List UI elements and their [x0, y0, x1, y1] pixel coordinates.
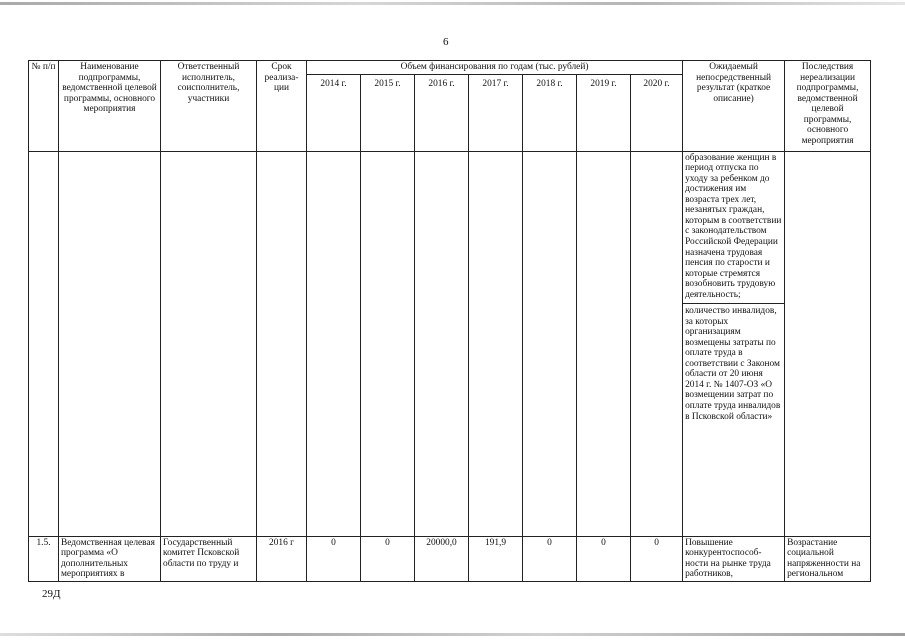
- cont-year-cell: [469, 151, 523, 536]
- header-year-2020: 2020 г.: [631, 74, 683, 151]
- cont-term-cell: [257, 151, 307, 536]
- header-funding: Объем финансирования по годам (тыс. рублей): [307, 61, 683, 75]
- scan-edge-bottom: [0, 633, 905, 636]
- row-num: 1.5.: [29, 536, 59, 581]
- expected-text-part1: образование женщин в период отпуска по уходу за ребенком до достижения им возраста трех лет, незанятых граждан, которым в соответствии с законодательством Российской Федерации назначена трудовая пенсия по старости и которые стремятся возобновить трудовую деятельность;: [685, 152, 782, 300]
- row-consequences: Возрастание социальной напряженности на региональном: [785, 536, 871, 581]
- row-expected: Повышение конкурентоспособ-ности на рынке труда работников,: [683, 536, 785, 581]
- row-value-2017: 191,9: [469, 536, 523, 581]
- row-responsible: Государственный комитет Псковской области по труду и: [161, 536, 257, 581]
- cont-year-cell: [577, 151, 631, 536]
- header-num: № п/п: [29, 61, 59, 152]
- cont-expected-cell: [683, 151, 785, 536]
- row-value-2014: 0: [307, 536, 361, 581]
- footer-code: 29Д: [42, 588, 61, 600]
- expected-text-part2: количество инвалидов, за которых организациям возмещены затраты по оплате труда в соответствии с Законом области от 20 июня 2014 г. № 1407-ОЗ «О возмещении затрат по оплате труда инвалидов в Псковской области»: [683, 303, 784, 422]
- row-value-2016: 20000,0: [415, 536, 469, 581]
- scan-edge-top: [0, 2, 905, 5]
- header-row-1: [29, 61, 871, 75]
- header-year-2018: 2018 г.: [523, 74, 577, 151]
- row-term: 2016 г: [257, 536, 307, 581]
- header-year-2016: 2016 г.: [415, 74, 469, 151]
- row-value-2020: 0: [631, 536, 683, 581]
- header-year-2017: 2017 г.: [469, 74, 523, 151]
- row-value-2015: 0: [361, 536, 415, 581]
- cont-year-cell: [361, 151, 415, 536]
- cont-year-cell: [307, 151, 361, 536]
- header-consequences: Последствия нереализации подпрограммы, ведомственной целевой программы, основного мероприятия: [785, 61, 871, 152]
- header-term: Срок реализа-ции: [257, 61, 307, 152]
- cont-year-cell: [415, 151, 469, 536]
- page-number: 6: [443, 36, 449, 48]
- header-year-2019: 2019 г.: [577, 74, 631, 151]
- cont-consequences-cell: [785, 151, 871, 536]
- header-year-2015: 2015 г.: [361, 74, 415, 151]
- row-name: Ведомственная целевая программа «О дополнительных мероприятиях в: [59, 536, 161, 581]
- program-table: [28, 60, 871, 582]
- cont-num-cell: [29, 151, 59, 536]
- cont-year-cell: [523, 151, 577, 536]
- header-responsible: Ответственный исполнитель, соисполнитель, участники: [161, 61, 257, 152]
- header-year-2014: 2014 г.: [307, 74, 361, 151]
- header-expected: Ожидаемый непосредственный результат (краткое описание): [683, 61, 785, 152]
- cont-responsible-cell: [161, 151, 257, 536]
- header-name: Наименование подпрограммы, ведомственной целевой программы, основного мероприятия: [59, 61, 161, 152]
- cont-year-cell: [631, 151, 683, 536]
- row-value-2018: 0: [523, 536, 577, 581]
- row-value-2019: 0: [577, 536, 631, 581]
- cont-name-cell: [59, 151, 161, 536]
- table-row-1-5: [29, 536, 871, 581]
- table-row-continuation: [29, 151, 871, 536]
